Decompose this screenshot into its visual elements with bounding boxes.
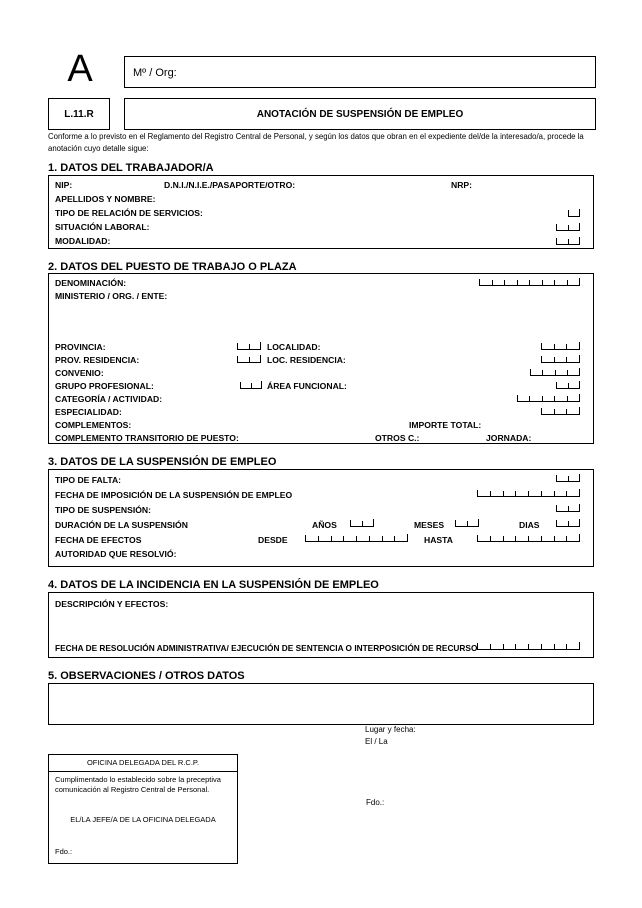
- fecha-imposicion-label: FECHA DE IMPOSICIÓN DE LA SUSPENSIÓN DE EMPLEO: [55, 490, 293, 500]
- section-3-title: 3. DATOS DE LA SUSPENSIÓN DE EMPLEO: [48, 456, 277, 468]
- denominacion-cells[interactable]: [479, 279, 580, 286]
- org-field[interactable]: [124, 56, 596, 88]
- fecha-imposicion-cells[interactable]: [477, 490, 580, 497]
- situacion-cells[interactable]: [556, 224, 580, 231]
- section-4-title: 4. DATOS DE LA INCIDENCIA EN LA SUSPENSIÓN DE EMPLEO: [48, 579, 379, 591]
- form-title: ANOTACIÓN DE SUSPENSIÓN DE EMPLEO: [256, 109, 464, 120]
- section-5-title: 5. OBSERVACIONES / OTROS DATOS: [48, 670, 245, 682]
- cumplimentado-line1: Cumplimentado lo establecido sobre la preceptiva: [55, 775, 221, 784]
- oficina-title: OFICINA DELEGADA DEL R.C.P.: [86, 758, 200, 767]
- grupo-cells[interactable]: [240, 382, 262, 389]
- hasta-label: HASTA: [424, 535, 453, 545]
- complemento-transitorio-label: COMPLEMENTO TRANSITORIO DE PUESTO:: [55, 433, 239, 443]
- section-1-title: 1. DATOS DEL TRABAJADOR/A: [48, 162, 214, 174]
- desde-label: DESDE: [258, 535, 288, 545]
- fecha-resolucion-cells[interactable]: [477, 643, 580, 650]
- grupo-label: GRUPO PROFESIONAL:: [55, 381, 154, 391]
- anos-cells[interactable]: [350, 520, 374, 527]
- fecha-efectos-label: FECHA DE EFECTOS: [55, 535, 142, 545]
- intro-text-line2: anotación cuyo detalle sigue:: [48, 144, 149, 153]
- complementos-label: COMPLEMENTOS:: [55, 420, 132, 430]
- especialidad-label: ESPECIALIDAD:: [55, 407, 122, 417]
- duracion-label: DURACIÓN DE LA SUSPENSIÓN: [55, 520, 188, 530]
- ministerio-label: MINISTERIO / ORG. / ENTE:: [55, 291, 168, 301]
- situacion-label: SITUACIÓN LABORAL:: [55, 222, 150, 232]
- tipo-relacion-label: TIPO DE RELACIÓN DE SERVICIOS:: [55, 208, 203, 218]
- org-label: Mº / Org:: [133, 67, 177, 79]
- section-2-title: 2. DATOS DEL PUESTO DE TRABAJO O PLAZA: [48, 261, 297, 273]
- prov-residencia-label: PROV. RESIDENCIA:: [55, 355, 140, 365]
- autoridad-label: AUTORIDAD QUE RESOLVIÓ:: [55, 549, 177, 559]
- nrp-label: NRP:: [451, 180, 473, 190]
- tipo-suspension-label: TIPO DE SUSPENSIÓN:: [55, 505, 151, 515]
- jefe-label: EL/LA JEFE/A DE LA OFICINA DELEGADA: [70, 815, 216, 824]
- observaciones-field[interactable]: [48, 683, 594, 725]
- hasta-cells[interactable]: [477, 535, 580, 542]
- oficina-delegada-box: [48, 754, 238, 864]
- area-label: ÁREA FUNCIONAL:: [267, 381, 347, 391]
- especialidad-cells[interactable]: [541, 408, 580, 415]
- fecha-resolucion-label: FECHA DE RESOLUCIÓN ADMINISTRATIVA/ EJECUCIÓN DE SENTENCIA O INTERPOSICIÓN DE RECURSO: [55, 643, 478, 653]
- cumplimentado-line2: comunicación al Registro Central de Personal.: [55, 785, 210, 794]
- convenio-cells[interactable]: [530, 369, 580, 376]
- jornada-label: JORNADA:: [486, 433, 532, 443]
- nip-label: NIP:: [55, 180, 73, 190]
- provincia-cells[interactable]: [237, 343, 261, 350]
- prov-residencia-cells[interactable]: [237, 356, 261, 363]
- localidad-label: LOCALIDAD:: [267, 342, 321, 352]
- el-la-label: El / La: [365, 737, 388, 746]
- form-title-box: [124, 98, 596, 130]
- fdo-right-label: Fdo.:: [366, 798, 385, 807]
- modalidad-label: MODALIDAD:: [55, 236, 111, 246]
- oficina-header-divider: [49, 771, 237, 772]
- provincia-label: PROVINCIA:: [55, 342, 106, 352]
- descripcion-label: DESCRIPCIÓN Y EFECTOS:: [55, 599, 169, 609]
- otros-c-label: OTROS C.:: [375, 433, 420, 443]
- form-letter: A: [67, 48, 93, 90]
- categoria-label: CATEGORÍA / ACTIVIDAD:: [55, 394, 163, 404]
- tipo-relacion-cells[interactable]: [568, 210, 580, 217]
- modalidad-cells[interactable]: [556, 238, 580, 245]
- area-cells[interactable]: [556, 382, 580, 389]
- tipo-falta-label: TIPO DE FALTA:: [55, 475, 122, 485]
- loc-residencia-cells[interactable]: [541, 356, 580, 363]
- apellidos-label: APELLIDOS Y NOMBRE:: [55, 194, 156, 204]
- desde-cells[interactable]: [305, 535, 408, 542]
- lugar-fecha-label: Lugar y fecha:: [365, 725, 416, 734]
- tipo-falta-cells[interactable]: [556, 475, 580, 482]
- anos-label: AÑOS: [312, 520, 337, 530]
- form-code: L.11.R: [64, 109, 94, 120]
- fdo-left-label: Fdo.:: [55, 847, 73, 856]
- tipo-suspension-cells[interactable]: [556, 505, 580, 512]
- dni-label: D.N.I./N.I.E./PASAPORTE/OTRO:: [164, 180, 296, 190]
- intro-text-line1: Conforme a lo previsto en el Reglamento del Registro Central de Personal, y según los datos que obran en el expediente del/de la interesado/a, procede la: [48, 132, 584, 141]
- form-code-box: [48, 98, 110, 130]
- meses-label: MESES: [414, 520, 445, 530]
- loc-residencia-label: LOC. RESIDENCIA:: [267, 355, 346, 365]
- convenio-label: CONVENIO:: [55, 368, 104, 378]
- meses-cells[interactable]: [455, 520, 479, 527]
- importe-total-label: IMPORTE TOTAL:: [409, 420, 482, 430]
- dias-cells[interactable]: [556, 520, 580, 527]
- denominacion-label: DENOMINACIÓN:: [55, 278, 127, 288]
- dias-label: DIAS: [519, 520, 540, 530]
- categoria-cells[interactable]: [517, 395, 580, 402]
- localidad-cells[interactable]: [541, 343, 580, 350]
